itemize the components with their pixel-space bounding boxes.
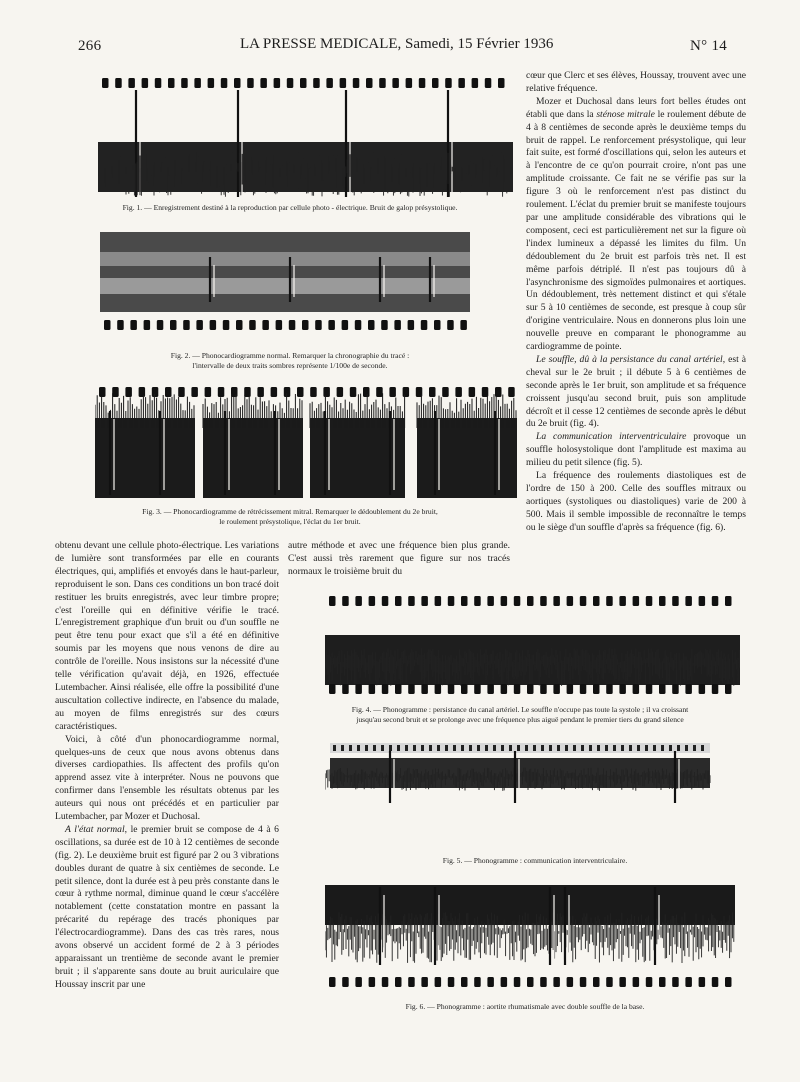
time-tick: [685, 745, 688, 751]
fig1-trace: [98, 72, 513, 200]
time-tick: [501, 745, 504, 751]
film-perforation: [448, 596, 455, 606]
film-perforation: [448, 977, 455, 987]
film-perforation: [221, 78, 228, 88]
time-tick: [541, 745, 544, 751]
film-perforation: [257, 387, 264, 397]
figure-4-phonogram: [325, 590, 740, 700]
film-perforation: [672, 684, 679, 694]
trace-block: [417, 418, 517, 498]
right-paragraph-1: [526, 96, 746, 354]
film-perforation: [421, 320, 428, 330]
caption-fig4-line1: Fig. 4. — Phonogramme : persistance du canal artériel. Le souffle n'occupe pas toute la systole ; il va croissant: [351, 705, 689, 714]
time-tick: [517, 745, 520, 751]
film-perforation: [236, 320, 243, 330]
film-perforation: [469, 387, 476, 397]
caption-fig2-line2: l'intervalle de deux traits sombres représente 1/100e de seconde.: [192, 361, 388, 370]
film-perforation: [205, 387, 212, 397]
film-perforation: [527, 596, 534, 606]
film-perforation: [553, 684, 560, 694]
middle-paragraph-0: autre méthode et avec une fréquence bien plus grande. C'est aussi très rarement que figure sur nos tracés normaux le troisième bruit du: [288, 540, 510, 577]
time-tick: [469, 745, 472, 751]
film-perforation: [276, 320, 283, 330]
film-perforation: [369, 977, 376, 987]
film-perforation: [302, 320, 309, 330]
time-tick: [493, 745, 496, 751]
film-perforation: [435, 684, 442, 694]
fig3-trace: [95, 383, 520, 503]
film-perforation: [485, 78, 492, 88]
film-perforation: [234, 78, 241, 88]
time-tick: [365, 745, 368, 751]
text-run: provoque un souffle holosystolique dont l'amplitude est maxima au milieu du petit silence (fig. 5).: [526, 431, 746, 469]
film-perforation: [260, 78, 267, 88]
film-perforation: [310, 387, 317, 397]
film-perforation: [567, 977, 574, 987]
film-perforation: [382, 977, 389, 987]
film-perforation: [392, 78, 399, 88]
film-perforation: [271, 387, 278, 397]
film-perforation: [448, 684, 455, 694]
film-perforation: [342, 320, 349, 330]
film-perforation: [435, 596, 442, 606]
film-perforation: [403, 387, 410, 397]
film-perforation: [508, 387, 515, 397]
running-header: [240, 36, 553, 53]
film-perforation: [495, 387, 502, 397]
text-run: , le premier bruit se compose de 4 à 6 oscillations, sa durée est de 10 à 12 centièmes de seconde (fig. 2). Le deuxième bruit est figuré par 2 ou 3 vibrations doubles durant de quatre à six centièmes de seconde. Le petit silence, dont la durée est à peu près constante dans le cœur à rythme normal, diminue quand le cœur s'accélère notablement (cette constatation montre en passant la précarité du repérage des tracés phoniques par l'électrocardiogramme). Dans des cas très rares, nous avons observé un accident formé de 2 à 3 périodes apparaissant un trentième de seconde avant le premier bruit ; il s'apparente sans doute au bruit auriculaire que Houssay inscrit par une: [55, 823, 279, 990]
film-perforation: [633, 684, 640, 694]
film-perforation: [461, 596, 468, 606]
time-tick: [429, 745, 432, 751]
film-perforation: [408, 596, 415, 606]
time-tick: [357, 745, 360, 751]
time-tick: [509, 745, 512, 751]
time-tick: [421, 745, 424, 751]
film-perforation: [379, 78, 386, 88]
film-perforation: [196, 320, 203, 330]
time-tick: [373, 745, 376, 751]
film-perforation: [461, 684, 468, 694]
film-perforation: [421, 684, 428, 694]
film-perforation: [168, 78, 175, 88]
time-tick: [565, 745, 568, 751]
film-perforation: [429, 387, 436, 397]
film-perforation: [606, 977, 613, 987]
film-perforation: [210, 320, 217, 330]
left-paragraph-2: [55, 824, 279, 992]
time-tick: [349, 745, 352, 751]
figure-2-phonocardiogram: [100, 232, 470, 336]
time-tick: [613, 745, 616, 751]
film-perforation: [593, 684, 600, 694]
film-perforation: [381, 320, 388, 330]
film-perforation: [712, 684, 719, 694]
film-perforation: [421, 596, 428, 606]
film-perforation: [421, 977, 428, 987]
issue-number: N° 14: [690, 38, 728, 54]
film-perforation: [712, 596, 719, 606]
time-tick: [461, 745, 464, 751]
film-perforation: [142, 78, 149, 88]
time-tick: [341, 745, 344, 751]
film-perforation: [474, 596, 481, 606]
film-perforation: [540, 596, 547, 606]
film-perforation: [514, 596, 521, 606]
film-perforation: [115, 78, 122, 88]
film-perforation: [406, 78, 413, 88]
right-column-text: [526, 70, 746, 535]
film-perforation: [329, 684, 336, 694]
film-perforation: [247, 78, 254, 88]
film-perforation: [128, 78, 135, 88]
caption-fig4: [290, 705, 750, 725]
film-perforation: [432, 78, 439, 88]
film-perforation: [606, 596, 613, 606]
film-perforation: [685, 684, 692, 694]
figure-1-phonogram: [98, 72, 513, 200]
caption-fig2-line1: Fig. 2. — Phonocardiogramme normal. Remarquer la chronographie du tracé :: [170, 351, 410, 360]
film-perforation: [593, 977, 600, 987]
right-paragraph-0: cœur que Clerc et ses élèves, Houssay, trouvent avec une relative fréquence.: [526, 70, 746, 94]
time-tick: [389, 745, 392, 751]
film-perforation: [181, 78, 188, 88]
film-perforation: [442, 387, 449, 397]
film-perforation: [435, 977, 442, 987]
text-run: le roulement débute de 4 à 8 centièmes de seconde après le deuxième temps du bruit de rappel. Le renforcement présystolique, qui leur fait suite, est formé d'oscillations qui, selon les auteurs et à l'encontre de ce qu'on pourrait croire, n'ont pas une amplitude croissante. Ce fait ne se vérifie pas sur la figure 3 où le renforcement n'est pas distinct du roulement. L'éclat du premier bruit se manifeste toujours par une amplitude considérable des vibrations qui le composent, ceci est particulièrement net sur la figure où l'index lumineux a dépassé les limites du film. Un dédoublement du 2e bruit est parfois très net. Il est même parfois détriplé. Il n'est pas toujours dû à l'asynchronisme des sigmoïdes pulmonaires et aortiques. Un dédoublement, très nettement distinct et qui s'étale sur 5 à 10 centièmes de seconde, est presque à coup sûr d'origine ventriculaire. Nous en donnerons plus loin une nouvelle preuve en comparant le phonogramme au cardiogramme de pointe.: [526, 108, 747, 353]
time-tick: [397, 745, 400, 751]
film-perforation: [487, 684, 494, 694]
film-perforation: [553, 596, 560, 606]
film-perforation: [472, 78, 479, 88]
film-perforation: [487, 596, 494, 606]
italic-heading: La communication interventriculaire: [536, 431, 687, 443]
film-perforation: [646, 684, 653, 694]
film-perforation: [408, 977, 415, 987]
fig2-trace: [100, 232, 470, 336]
film-perforation: [342, 596, 349, 606]
film-perforation: [474, 977, 481, 987]
film-perforation: [208, 78, 215, 88]
film-perforation: [619, 596, 626, 606]
film-perforation: [567, 596, 574, 606]
time-tick: [669, 745, 672, 751]
film-perforation: [152, 387, 159, 397]
film-perforation: [659, 977, 666, 987]
film-perforation: [633, 596, 640, 606]
film-perforation: [659, 596, 666, 606]
film-perforation: [445, 78, 452, 88]
caption-fig4-line2: jusqu'au second bruit et se prolonge avec une fréquence plus aiguë pendant le premier tiers du grand silence: [356, 715, 684, 724]
film-perforation: [368, 320, 375, 330]
film-perforation: [685, 596, 692, 606]
right-paragraph-2: [526, 354, 746, 431]
film-perforation: [125, 387, 131, 397]
fig4-trace: [325, 590, 740, 700]
film-perforation: [329, 596, 336, 606]
time-tick: [445, 745, 448, 751]
film-perforation: [104, 320, 111, 330]
right-paragraph-3: [526, 431, 746, 470]
time-tick: [533, 745, 536, 751]
time-tick: [637, 745, 640, 751]
figure-6-phonogram: [325, 885, 735, 993]
time-tick: [597, 745, 600, 751]
film-perforation: [514, 684, 521, 694]
film-perforation: [619, 977, 626, 987]
film-perforation: [350, 387, 357, 397]
film-perforation: [102, 78, 109, 88]
italic-heading: Le souffle, dû à la persistance du canal artériel: [536, 353, 723, 365]
film-perforation: [297, 387, 304, 397]
film-perforation: [355, 320, 362, 330]
film-perforation: [395, 977, 402, 987]
time-tick: [477, 745, 480, 751]
time-tick: [661, 745, 664, 751]
film-perforation: [619, 684, 626, 694]
left-paragraph-0: obtenu devant une cellule photo-électrique. Les variations de lumière sont transformées par elle en courants électriques, qui, amplifiés et envoyés dans le haut-parleur, reproduisent le son. Dans ces conditions un bon tracé doit restituer les bruits enregistrés, avec leur timbre propre; c'est l'oreille qui en définitive vérifie le tracé. L'enregistrement graphique d'un bruit ou d'un souffle ne peut être tenu pour exact que s'il a été en définitive soumis par les moyens que nous venons de dire au contrôle de l'oreille. Nous insistons sur la nécessité d'une telle vérification qu'avait déjà, en 1926, effectuée Lutembacher. Ainsi réalisée, elle offre la possibilité d'une auscultation collective indirecte, en l'absence du malade, au moyen de films enregistrés sur des cœurs caractéristiques.: [55, 540, 279, 732]
film-perforation: [419, 78, 426, 88]
time-tick: [333, 745, 336, 751]
film-perforation: [685, 977, 692, 987]
film-perforation: [178, 387, 185, 397]
film-perforation: [382, 684, 389, 694]
figure-5-phonogram: [325, 743, 715, 843]
film-perforation: [117, 320, 124, 330]
film-perforation: [223, 320, 230, 330]
film-perforation: [183, 320, 190, 330]
time-tick: [693, 745, 696, 751]
caption-fig1: Fig. 1. — Enregistrement destiné à la reproduction par cellule photo - électrique. Bruit de galop présystolique.: [122, 203, 458, 212]
film-perforation: [170, 320, 177, 330]
film-perforation: [725, 596, 732, 606]
fig5-trace: [325, 743, 715, 843]
film-perforation: [699, 596, 706, 606]
film-perforation: [725, 977, 732, 987]
film-perforation: [289, 320, 296, 330]
caption-fig3-line1: Fig. 3. — Phonocardiogramme de rétrécissement mitral. Remarquer le dédoublement du 2e bruit,: [142, 507, 438, 516]
time-tick: [589, 745, 592, 751]
film-perforation: [461, 977, 468, 987]
time-tick: [437, 745, 440, 751]
film-perforation: [313, 78, 320, 88]
film-perforation: [99, 387, 106, 397]
film-perforation: [474, 684, 481, 694]
film-perforation: [540, 684, 547, 694]
film-perforation: [487, 977, 494, 987]
film-perforation: [369, 684, 376, 694]
time-tick: [413, 745, 416, 751]
film-perforation: [395, 596, 402, 606]
film-perforation: [394, 320, 401, 330]
issue-date: Samedi, 15 Février 1936: [405, 36, 554, 52]
trace-block: [203, 418, 303, 498]
film-perforation: [155, 78, 162, 88]
film-perforation: [580, 684, 587, 694]
film-perforation: [274, 78, 281, 88]
film-perforation: [382, 596, 389, 606]
time-tick: [525, 745, 528, 751]
film-perforation: [580, 596, 587, 606]
right-paragraph-4: La fréquence des roulements diastoliques est de l'ordre de 150 à 200. Celle des souffles mitraux ou aortiques (systoliques ou diastoliques) varie de 200 à 500. Mais il semble impossible de reconnaître le temps ou le siège d'un souffle d'après sa fréquence (fig. 6).: [526, 470, 746, 533]
film-perforation: [514, 977, 521, 987]
film-perforation: [376, 387, 383, 397]
time-tick: [381, 745, 384, 751]
film-perforation: [191, 387, 198, 397]
caption-fig3: [55, 507, 525, 527]
time-tick: [701, 745, 704, 751]
italic-heading: A l'état normal: [65, 823, 125, 835]
figure-3-phonocardiogram: [95, 383, 520, 503]
film-perforation: [672, 596, 679, 606]
time-tick: [645, 745, 648, 751]
film-perforation: [460, 320, 467, 330]
film-perforation: [540, 977, 547, 987]
caption-fig2: [90, 351, 490, 371]
film-perforation: [112, 387, 119, 397]
film-perforation: [408, 320, 415, 330]
film-perforation: [366, 78, 373, 88]
film-perforation: [389, 387, 396, 397]
film-perforation: [165, 387, 172, 397]
film-perforation: [633, 977, 640, 987]
left-column-text: [55, 540, 279, 992]
film-perforation: [408, 684, 415, 694]
italic-term: sténose mitrale: [596, 108, 655, 120]
film-perforation: [580, 977, 587, 987]
fig6-trace: [325, 885, 735, 993]
text-run: , est à cheval sur le 2e bruit ; il débute 5 à 6 centièmes de seconde après le 1er bruit, son amplitude et sa fréquence croissent jusqu'au second bruit, puis son amplitude décroît et il cesse 12 centièmes de seconde après le début du 2e bruit (fig. 4).: [526, 353, 746, 430]
film-perforation: [353, 78, 360, 88]
film-perforation: [262, 320, 269, 330]
time-tick: [581, 745, 584, 751]
film-perforation: [355, 596, 362, 606]
film-perforation: [606, 684, 613, 694]
film-perforation: [646, 596, 653, 606]
time-tick: [453, 745, 456, 751]
film-perforation: [395, 684, 402, 694]
film-perforation: [340, 78, 347, 88]
film-perforation: [287, 78, 294, 88]
film-perforation: [527, 684, 534, 694]
film-perforation: [144, 320, 151, 330]
time-tick: [621, 745, 624, 751]
time-tick: [629, 745, 632, 751]
time-tick: [485, 745, 488, 751]
film-perforation: [501, 977, 508, 987]
film-perforation: [458, 78, 465, 88]
film-perforation: [434, 320, 441, 330]
film-perforation: [355, 977, 362, 987]
time-tick: [405, 745, 408, 751]
time-tick: [557, 745, 560, 751]
film-perforation: [498, 78, 505, 88]
film-perforation: [699, 684, 706, 694]
film-perforation: [501, 684, 508, 694]
film-perforation: [315, 320, 322, 330]
film-perforation: [130, 320, 137, 330]
film-perforation: [323, 387, 330, 397]
film-perforation: [139, 387, 146, 397]
page-number: 266: [78, 38, 102, 54]
time-tick: [653, 745, 656, 751]
film-perforation: [194, 78, 201, 88]
film-perforation: [329, 977, 336, 987]
film-perforation: [355, 684, 362, 694]
film-perforation: [567, 684, 574, 694]
left-paragraph-1: Voici, à côté d'un phonocardiogramme normal, quelques-uns de ceux que nous avons obtenus dans diverses cardiopathies. Ils affectent des profils qu'on apprend assez vite à interpréter. Nous ne pouvons que confirmer dans l'ensemble les résultats obtenus par les auteurs qui nous ont précédés et en particulier par Lutembacher, par Mozer et Duchosal.: [55, 733, 279, 823]
film-perforation: [659, 684, 666, 694]
journal-title: LA PRESSE MEDICALE,: [240, 36, 402, 52]
film-perforation: [553, 977, 560, 987]
film-perforation: [337, 387, 344, 397]
time-tick: [677, 745, 680, 751]
film-perforation: [593, 596, 600, 606]
film-perforation: [447, 320, 454, 330]
time-tick: [605, 745, 608, 751]
film-perforation: [363, 387, 370, 397]
caption-fig6: Fig. 6. — Phonogramme : aortite rhumatismale avec double souffle de la base.: [405, 1002, 645, 1011]
film-perforation: [501, 596, 508, 606]
time-tick: [549, 745, 552, 751]
film-perforation: [527, 977, 534, 987]
time-tick: [573, 745, 576, 751]
caption-fig5: Fig. 5. — Phonogramme : communication interventriculaire.: [442, 856, 628, 865]
middle-column-text: [288, 540, 510, 579]
film-perforation: [646, 977, 653, 987]
film-perforation: [300, 78, 307, 88]
film-perforation: [712, 977, 719, 987]
film-perforation: [342, 977, 349, 987]
film-perforation: [672, 977, 679, 987]
film-perforation: [455, 387, 462, 397]
caption-fig3-line2: le roulement présystolique, l'éclat du 1er bruit.: [219, 517, 361, 526]
film-perforation: [369, 596, 376, 606]
film-perforation: [326, 78, 333, 88]
film-perforation: [342, 684, 349, 694]
film-perforation: [725, 684, 732, 694]
film-perforation: [157, 320, 164, 330]
film-perforation: [328, 320, 335, 330]
film-perforation: [699, 977, 706, 987]
film-perforation: [218, 387, 225, 397]
film-perforation: [249, 320, 256, 330]
text-run: Mozer et Duchosal dans leurs fort belles études ont établi que dans la: [526, 95, 746, 120]
